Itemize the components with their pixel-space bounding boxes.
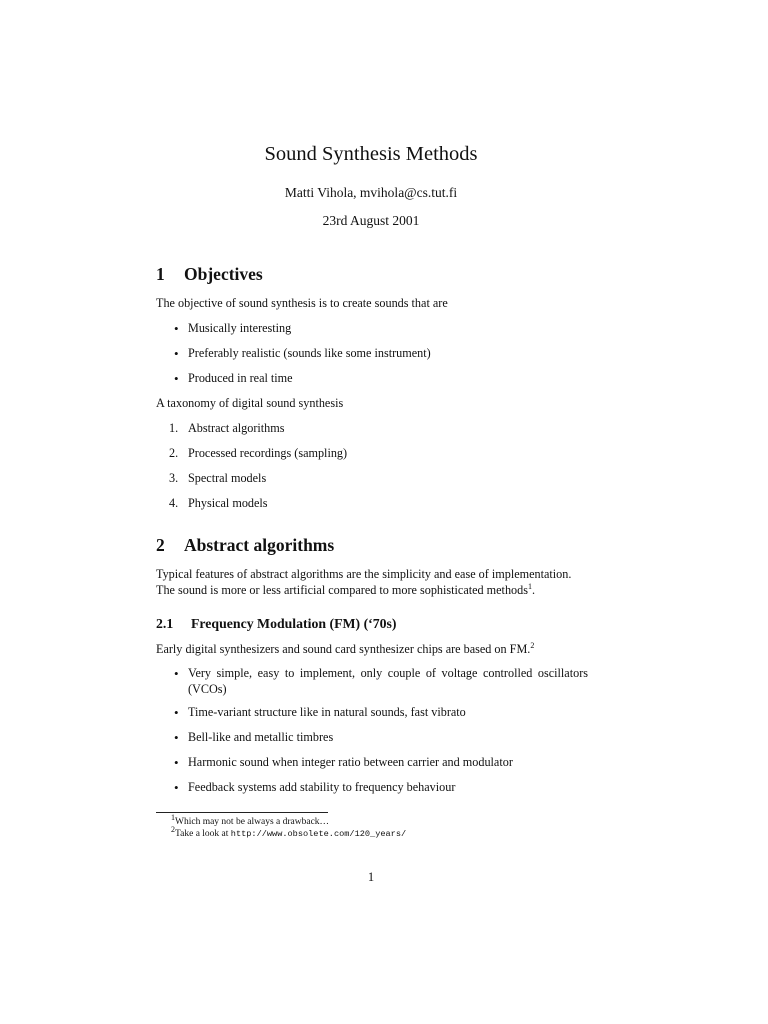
bullet-icon: • [174, 730, 179, 745]
section-number: 1 [156, 264, 165, 284]
footnote-rule [156, 812, 328, 813]
list-item-text: Feedback systems add stability to frequency behaviour [188, 780, 456, 794]
item-number: 1. [169, 421, 179, 435]
list-item-text: Very simple, easy to implement, only couple of voltage controlled oscillators (VCOs) [188, 666, 588, 696]
footnote-mark: 1 [171, 812, 175, 822]
numbered-item [169, 446, 347, 462]
list-item [174, 780, 588, 796]
section-heading-objectives [156, 263, 263, 286]
footnote-link[interactable]: http://www.obsolete.com/120_years/ [230, 829, 407, 839]
objectives-intro: The objective of sound synthesis is to create sounds that are [156, 296, 448, 310]
list-item-text: Produced in real time [188, 371, 293, 385]
paragraph-end: . [531, 582, 536, 597]
section-title: Abstract algorithms [184, 535, 335, 555]
paragraph-line: Typical features of abstract algorithms are the simplicity and ease of implementation. [156, 567, 572, 581]
section-number: 2 [156, 535, 165, 555]
abstract-algorithms-paragraph [156, 567, 588, 599]
numbered-item [169, 471, 266, 487]
bullet-icon: • [174, 780, 179, 795]
item-number: 4. [169, 496, 179, 510]
footnote-2 [171, 824, 407, 840]
footnote-1 [171, 812, 330, 828]
bullet-icon: • [174, 371, 179, 386]
item-text: Abstract algorithms [188, 421, 285, 435]
list-item [174, 705, 588, 721]
bullet-icon: • [174, 321, 179, 336]
footnote-mark[interactable]: 1 [527, 581, 532, 591]
item-text: Processed recordings (sampling) [188, 446, 348, 460]
bullet-icon: • [174, 705, 179, 720]
list-item-text: Harmonic sound when integer ratio between carrier and modulator [188, 755, 513, 769]
list-item [174, 730, 588, 746]
subsection-heading-fm [156, 615, 397, 633]
numbered-item [169, 421, 284, 437]
footnote-mark[interactable]: 2 [530, 640, 535, 650]
footnote-text: Which may not be always a drawback… [175, 817, 330, 827]
numbered-item [169, 496, 268, 512]
section-heading-abstract-algorithms [156, 534, 334, 557]
list-item [174, 371, 588, 387]
list-item-text: Preferably realistic (sounds like some instrument) [188, 346, 431, 360]
fm-intro [156, 642, 588, 658]
subsection-number: 2.1 [156, 616, 174, 631]
list-item [174, 755, 588, 771]
footnote-mark: 2 [171, 824, 175, 834]
subsection-title: Frequency Modulation (FM) (‘70s) [191, 616, 397, 631]
list-item-text: Bell-like and metallic timbres [188, 730, 334, 744]
paragraph-line: The sound is more or less artificial compared to more sophisticated methods [156, 582, 528, 597]
list-item [174, 346, 588, 362]
list-item-text: Time-variant structure like in natural sounds, fast vibrato [188, 705, 466, 719]
section-title: Objectives [184, 264, 263, 284]
list-item [174, 321, 588, 337]
taxonomy-intro: A taxonomy of digital sound synthesis [156, 396, 344, 410]
list-item [174, 666, 588, 698]
item-text: Physical models [188, 496, 268, 510]
page-number: 1 [367, 870, 375, 884]
bullet-icon: • [174, 346, 179, 361]
item-number: 2. [169, 446, 179, 460]
fm-intro-text: Early digital synthesizers and sound card synthesizer chips are based on FM. [156, 642, 531, 656]
footnote-text: Take a look at [175, 829, 231, 839]
bullet-icon: • [174, 666, 179, 681]
item-text: Spectral models [188, 471, 267, 485]
document-title: Sound Synthesis Methods [264, 143, 478, 165]
list-item-text: Musically interesting [188, 321, 292, 335]
date-line: 23rd August 2001 [322, 213, 420, 228]
author-line: Matti Vihola, mvihola@cs.tut.fi [284, 185, 458, 200]
item-number: 3. [169, 471, 179, 485]
bullet-icon: • [174, 755, 179, 770]
